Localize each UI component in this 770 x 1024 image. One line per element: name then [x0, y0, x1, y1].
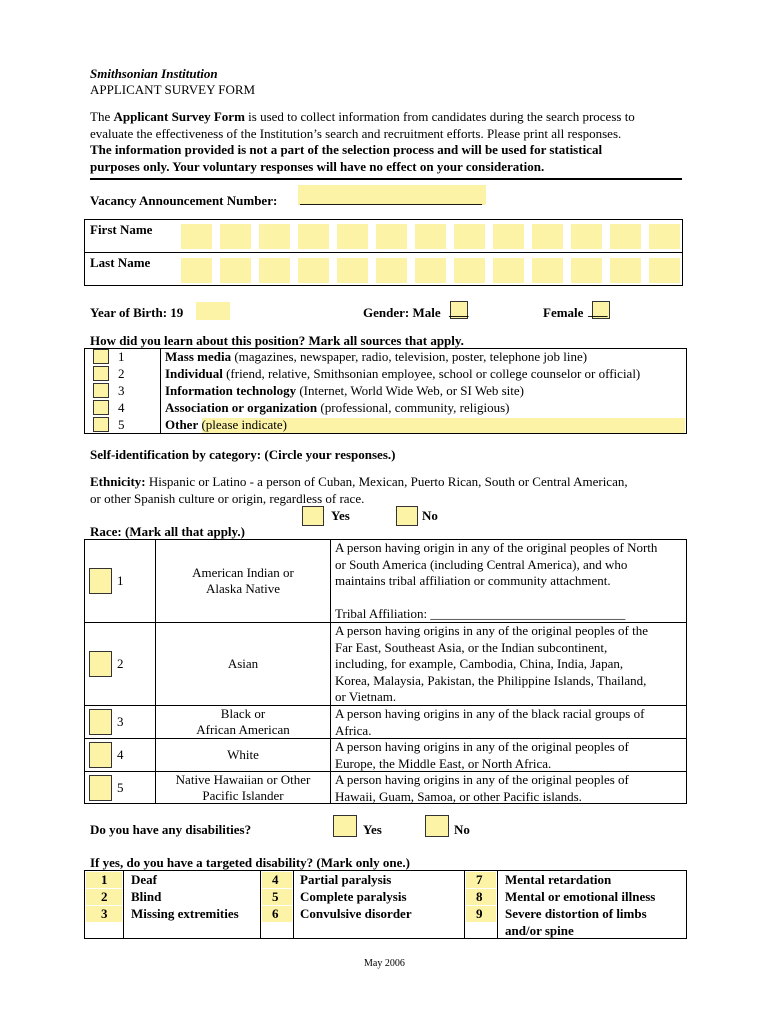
dis-col-b [260, 870, 261, 939]
race-name [156, 772, 330, 805]
source-description: (professional, community, religious) [317, 400, 510, 415]
last-name-cell[interactable] [531, 257, 564, 284]
source-title: Association or organization [165, 400, 318, 415]
race-description-line: A person having origins in any of the black racial groups of [335, 706, 645, 721]
race-description-line: A person having origin in any of the original peoples of North [335, 540, 658, 555]
gender-male-label: Gender: Male [363, 305, 441, 320]
last-name-cell[interactable] [492, 257, 525, 284]
race-name [156, 747, 330, 764]
race-description-line: Hawaii, Guam, Samoa, or other Pacific islands. [335, 788, 582, 804]
male-blank: ___ [449, 303, 469, 318]
race-description-line: Korea, Malaysia, Pakistan, the Philippine Islands, Thailand, [335, 672, 647, 688]
first-name-cell[interactable] [648, 223, 681, 250]
first-name-cell[interactable] [570, 223, 603, 250]
first-name-cell[interactable] [180, 223, 213, 250]
disability-label: Severe distortion of limbs [505, 906, 647, 921]
source-title: Other [165, 417, 199, 432]
ethnicity-yes-checkbox[interactable] [302, 506, 324, 526]
disability-number: 8 [476, 889, 483, 904]
first-name-cell[interactable] [258, 223, 291, 250]
race-col2 [330, 539, 331, 804]
race-description-line: including, for example, Cambodia, China, India, Japan, [335, 656, 624, 671]
source-label [165, 349, 587, 365]
last-name-cell[interactable] [180, 257, 213, 284]
race-name-line1: Black or [220, 705, 266, 721]
race-number: 4 [117, 746, 124, 762]
sources-col-divider [160, 348, 161, 434]
race-description-line: Tribal Affiliation: ______________________________ [335, 606, 626, 621]
source-description: (magazines, newspaper, radio, television, poster, telephone job line) [231, 349, 588, 364]
race-checkbox[interactable] [89, 568, 112, 594]
ethnicity-no-checkbox[interactable] [396, 506, 418, 526]
disability-number: 2 [101, 889, 108, 904]
first-name-cell[interactable] [336, 223, 369, 250]
disability-yes-label: Yes [363, 822, 382, 837]
dis-col-d [464, 870, 465, 939]
race-description [335, 706, 687, 739]
disability-number: 6 [272, 906, 279, 921]
race-description-line: Far East, Southeast Asia, or the Indian subcontinent, [335, 639, 608, 655]
disability-no-label: No [454, 822, 470, 837]
race-name-line1: Native Hawaiian or Other [175, 771, 311, 787]
race-checkbox[interactable] [89, 709, 112, 735]
intro-paragraph: The Applicant Survey Form is used to collect information from candidates during the search process to evaluate the effectiveness of the Institution’s search and recruitment efforts. Please print all responses. The information provided is not a part of the selection process and will be used for statistical purposes only. Your voluntary responses will have no effect on your consideration. [90, 109, 635, 174]
birth-year-input[interactable] [196, 302, 230, 320]
first-name-cell[interactable] [531, 223, 564, 250]
first-name-cell[interactable] [297, 223, 330, 250]
race-description-line: or Vietnam. [335, 689, 397, 704]
disability-number: 4 [272, 872, 279, 887]
divider [90, 178, 682, 180]
race-name [156, 706, 330, 739]
disability-label: Mental retardation [505, 872, 612, 887]
dis-col-a [123, 870, 124, 939]
footer-date: May 2006 [364, 958, 405, 969]
source-label [165, 383, 524, 399]
disability-label: Missing extremities [131, 906, 239, 921]
ethnicity-yes-label: Yes [331, 508, 350, 523]
race-description [335, 739, 687, 772]
last-name-cell[interactable] [336, 257, 369, 284]
disability-label: Partial paralysis [300, 872, 392, 887]
last-name-cell[interactable] [219, 257, 252, 284]
disability-label-continued: and/or spine [505, 923, 574, 938]
disability-label: Deaf [131, 872, 157, 887]
race-number: 1 [117, 572, 124, 588]
race-number: 3 [117, 713, 124, 729]
ethnicity-no-label: No [422, 508, 438, 523]
last-name-label: Last Name [90, 255, 151, 270]
race-number: 5 [117, 779, 124, 795]
self-id-heading: Self-identification by category: (Circle your responses.) [90, 447, 396, 462]
source-title: Information technology [165, 383, 297, 398]
race-description-line [335, 590, 687, 607]
source-checkbox[interactable] [93, 366, 109, 381]
race-name-line2: African American [196, 722, 290, 737]
source-checkbox[interactable] [93, 417, 109, 432]
birth-label: Year of Birth: 19 [90, 305, 184, 320]
disability-label: Mental or emotional illness [505, 889, 656, 904]
race-description [335, 623, 687, 706]
disability-no-checkbox[interactable] [425, 815, 449, 837]
race-name-line1: American Indian or [192, 564, 294, 580]
race-checkbox[interactable] [89, 742, 112, 768]
race-description-line: or South America (including Central America), and who [335, 556, 628, 572]
source-title: Mass media [165, 349, 232, 364]
first-name-cell[interactable] [453, 223, 486, 250]
disability-label: Blind [131, 889, 162, 904]
disability-number: 3 [101, 906, 108, 921]
disability-yes-checkbox[interactable] [333, 815, 357, 837]
race-description-line: maintains tribal affiliation or community attachment. [335, 573, 611, 588]
ethnicity-text: Ethnicity: Hispanic or Latino - a person of Cuban, Mexican, Puerto Rican, South or Central American, or other Spanish culture or origin, regardless of race. [90, 474, 628, 506]
dis-col-e [497, 870, 498, 939]
vacancy-blank: ____________________________ [300, 191, 482, 206]
race-checkbox[interactable] [89, 775, 112, 801]
last-name-cell[interactable] [414, 257, 447, 284]
vacancy-label: Vacancy Announcement Number: [90, 193, 278, 208]
race-name-line1: White [227, 746, 259, 762]
last-name-cell[interactable] [453, 257, 486, 284]
disability-label: Convulsive disorder [300, 906, 412, 921]
race-description-line: Africa. [335, 722, 372, 738]
female-blank: ___ [588, 303, 608, 318]
name-grid-divider [84, 252, 683, 253]
first-name-label: First Name [90, 222, 153, 237]
race-description [335, 772, 687, 805]
source-number: 3 [118, 383, 125, 398]
last-name-cell[interactable] [258, 257, 291, 284]
last-name-cell[interactable] [648, 257, 681, 284]
race-name-line1: Asian [227, 655, 259, 671]
source-number: 2 [118, 366, 125, 381]
disability-number: 9 [476, 906, 483, 921]
last-name-cell[interactable] [609, 257, 642, 284]
dis-col-c [293, 870, 294, 939]
first-name-cell[interactable] [609, 223, 642, 250]
race-name-line2: Alaska Native [205, 581, 280, 596]
race-description-line: A person having origins in any of the original peoples of [335, 772, 629, 787]
source-checkbox[interactable] [93, 400, 109, 415]
race-number: 2 [117, 655, 124, 671]
race-description-line: A person having origins in any of the original peoples of [335, 739, 629, 754]
source-title: Individual [165, 366, 223, 381]
disability-question: Do you have any disabilities? [90, 822, 252, 837]
disability-number: 7 [476, 872, 483, 887]
sources-question: How did you learn about this position? Mark all sources that apply. [90, 333, 464, 348]
first-name-cell[interactable] [219, 223, 252, 250]
source-number: 5 [118, 417, 125, 432]
first-name-cell[interactable] [375, 223, 408, 250]
last-name-cell[interactable] [297, 257, 330, 284]
source-number: 1 [118, 349, 125, 364]
source-description: (Internet, World Wide Web, or SI Web site) [296, 383, 524, 398]
gender-female-label: Female [543, 305, 584, 320]
disability-number: 5 [272, 889, 279, 904]
last-name-cell[interactable] [570, 257, 603, 284]
source-checkbox[interactable] [93, 383, 109, 398]
org-name: Smithsonian Institution [90, 66, 218, 81]
form-title: APPLICANT SURVEY FORM [90, 82, 256, 97]
race-description-line: Europe, the Middle East, or North Africa. [335, 755, 552, 771]
first-name-cell[interactable] [492, 223, 525, 250]
source-label [165, 400, 509, 416]
source-number: 4 [118, 400, 125, 415]
source-checkbox[interactable] [93, 349, 109, 364]
race-checkbox[interactable] [89, 651, 112, 677]
last-name-cell[interactable] [375, 257, 408, 284]
first-name-cell[interactable] [414, 223, 447, 250]
source-label [165, 417, 287, 433]
disability-label: Complete paralysis [300, 889, 407, 904]
source-description: (please indicate) [198, 417, 288, 432]
disability-number: 1 [101, 872, 108, 887]
race-name [156, 656, 330, 673]
source-label [165, 366, 640, 382]
targeted-question: If yes, do you have a targeted disability? (Mark only one.) [90, 855, 410, 870]
race-description [335, 540, 687, 623]
race-description-line: A person having origins in any of the original peoples of the [335, 623, 649, 638]
race-name [156, 565, 330, 598]
race-name-line2: Pacific Islander [202, 788, 284, 803]
source-description: (friend, relative, Smithsonian employee, school or college counselor or official) [222, 366, 641, 381]
race-heading: Race: (Mark all that apply.) [90, 524, 245, 539]
